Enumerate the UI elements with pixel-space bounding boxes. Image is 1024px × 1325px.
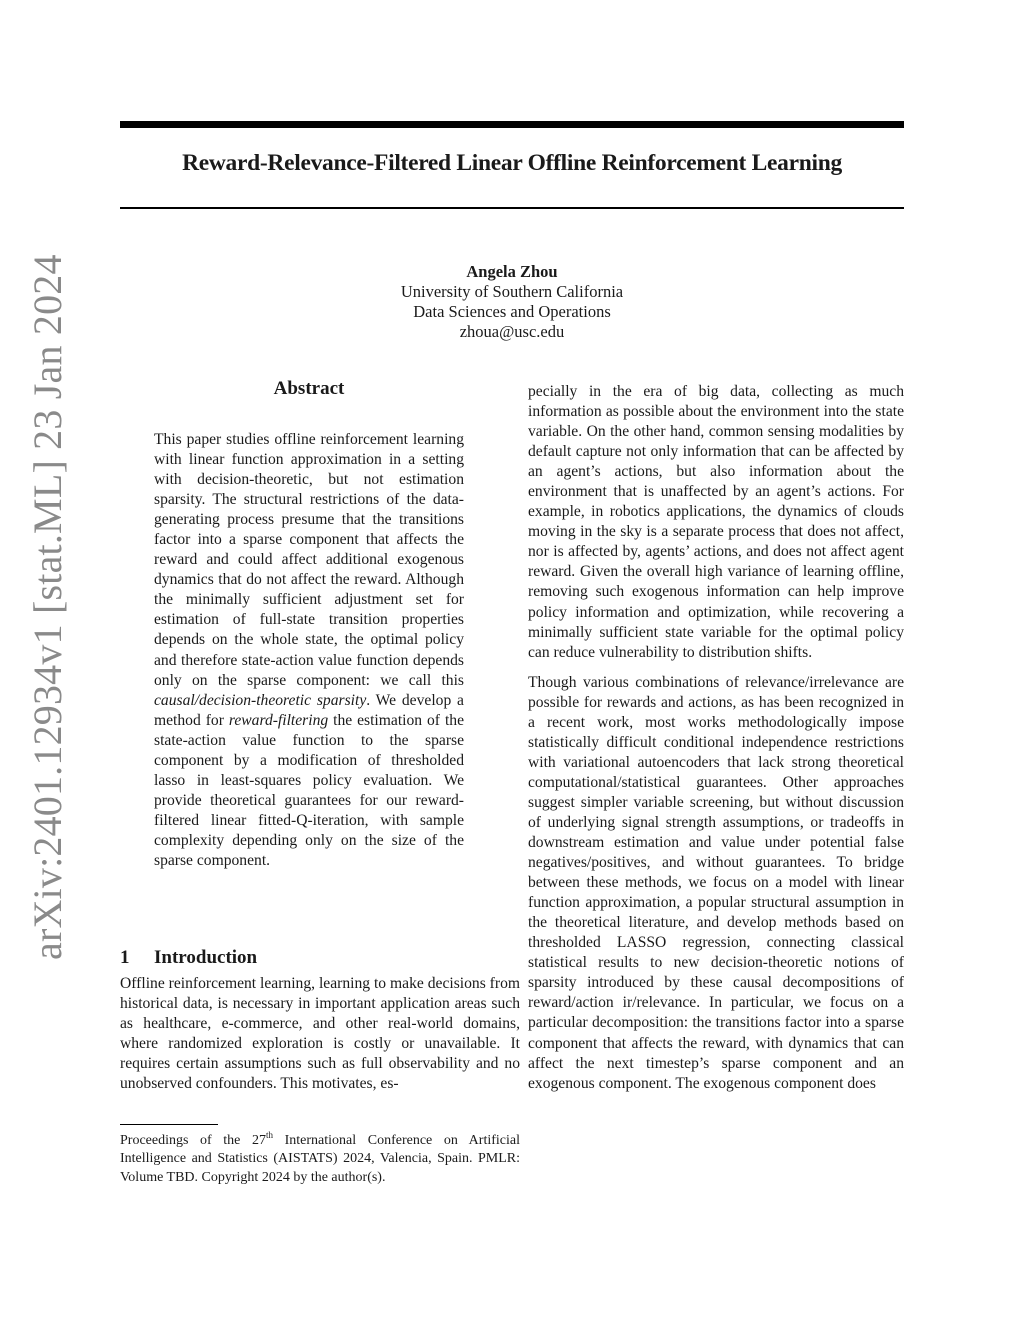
abstract-emph-reward-filtering: reward-filtering xyxy=(228,711,329,729)
paper-title: Reward-Relevance-Filtered Linear Offline Reinforcement Learning xyxy=(182,150,842,176)
author-email: zhoua@usc.edu xyxy=(459,322,565,341)
author-name: Angela Zhou xyxy=(466,262,558,281)
author-block xyxy=(312,262,712,342)
arxiv-stamp: arXiv:2401.12934v1 [stat.ML] 23 Jan 2024 xyxy=(25,254,70,960)
footnote xyxy=(120,1132,520,1187)
title-bottom-rule xyxy=(120,207,904,209)
right-column xyxy=(528,382,904,1094)
abstract-heading: Abstract xyxy=(273,378,345,399)
title-top-rule xyxy=(120,121,904,128)
section-title: Introduction xyxy=(154,947,258,968)
abstract-text-3: the estimation of the state-action value function to the sparse component by a modification of thresholded lasso in least-squares policy evaluation. We provide theoretical guarantees for our reward-filtered linear fitted-Q-iteration, with sample complexity depending only on the size of the sparse component. xyxy=(154,711,464,869)
abstract-text-2: . We develop a method for xyxy=(154,691,464,729)
footnote-sup: th xyxy=(266,1130,274,1140)
footnote-rule xyxy=(120,1124,218,1125)
right-paragraph-1: pecially in the era of big data, collecting as much information as possible about the environment into the state variable. On the other hand, common sensing modalities by default capture not only information that can be affected by an agent’s actions, but also information about the environment that is unaffected by an agent’s actions. For example, in robotics applications, the dynamics of clouds moving in the sky is a separate process that does not affect, nor is affected by, agents’ actions, and does not affect agent reward. Given the overall high variance of learning offline, removing such exogenous information can help improve policy information and optimization, while recovering a minimally sufficient state variable for the optimal policy can reduce vulnerability to distribution shifts. xyxy=(528,383,904,661)
section-number: 1 xyxy=(120,947,130,968)
author-affiliation: University of Southern California xyxy=(400,282,624,301)
intro-body: Offline reinforcement learning, learning to make decisions from historical data, is necessary in important application areas such as healthcare, e-commerce, and other real-world domains, where randomized exploration is costly or unavailable. It requires certain assumptions such as full observability and no unobserved confounders. This motivates, es- xyxy=(120,975,520,1093)
abstract-text-1: This paper studies offline reinforcement learning with linear function approximation in a setting with decision-theoretic, but not estimation sparsity. The structural restrictions of the data-generating process presume that the transitions factor into a sparse component that affects the reward and could affect additional exogenous dynamics that do not affect the reward. Although the minimally sufficient adjustment set for estimation of full-state transition properties depends on the whole state, the optimal policy and therefore state-action value function depends only on the sparse component: we call this xyxy=(154,431,464,689)
footnote-text: International Conference on Artificial Intelligence and Statistics (AISTATS) 2024, Valencia, Spain. PMLR: Volume TBD. Copyright 2024 by the author(s). xyxy=(120,1133,520,1185)
author-department: Data Sciences and Operations xyxy=(413,302,611,321)
abstract-emph-causal: causal/decision-theoretic sparsity xyxy=(154,691,367,709)
right-paragraph-2: Though various combinations of relevance/irrelevance are possible for rewards and actions, as has been recognized in a recent work, most works methodologically impose statistically difficult conditional independence restrictions with variational autoencoders that lack strong theoretical computational/statistical guarantees. Other approaches suggest simpler variable screening, but without discussion of underlying signal strength assumptions, or tradeoffs in downstream estimation and value under potential false negatives/positives, and without guarantees. To bridge between these methods, we focus on a model with linear function approximation, a popular structural assumption in the theoretical literature, and develop methods based on thresholded LASSO regression, connecting classical statistical results to new decision-theoretic notions of sparsity introduced by these causal decompositions of reward/action ir/relevance. In particular, we focus on a particular decomposition: the transitions factor into a sparse component that affects the reward, with dynamics that can affect the next timestep’s sparse component and an exogenous component. The exogenous component does xyxy=(528,673,904,1092)
footnote-prefix: Proceedings of the 27 xyxy=(120,1133,266,1148)
abstract-body xyxy=(154,430,464,871)
intro-heading xyxy=(120,947,520,969)
